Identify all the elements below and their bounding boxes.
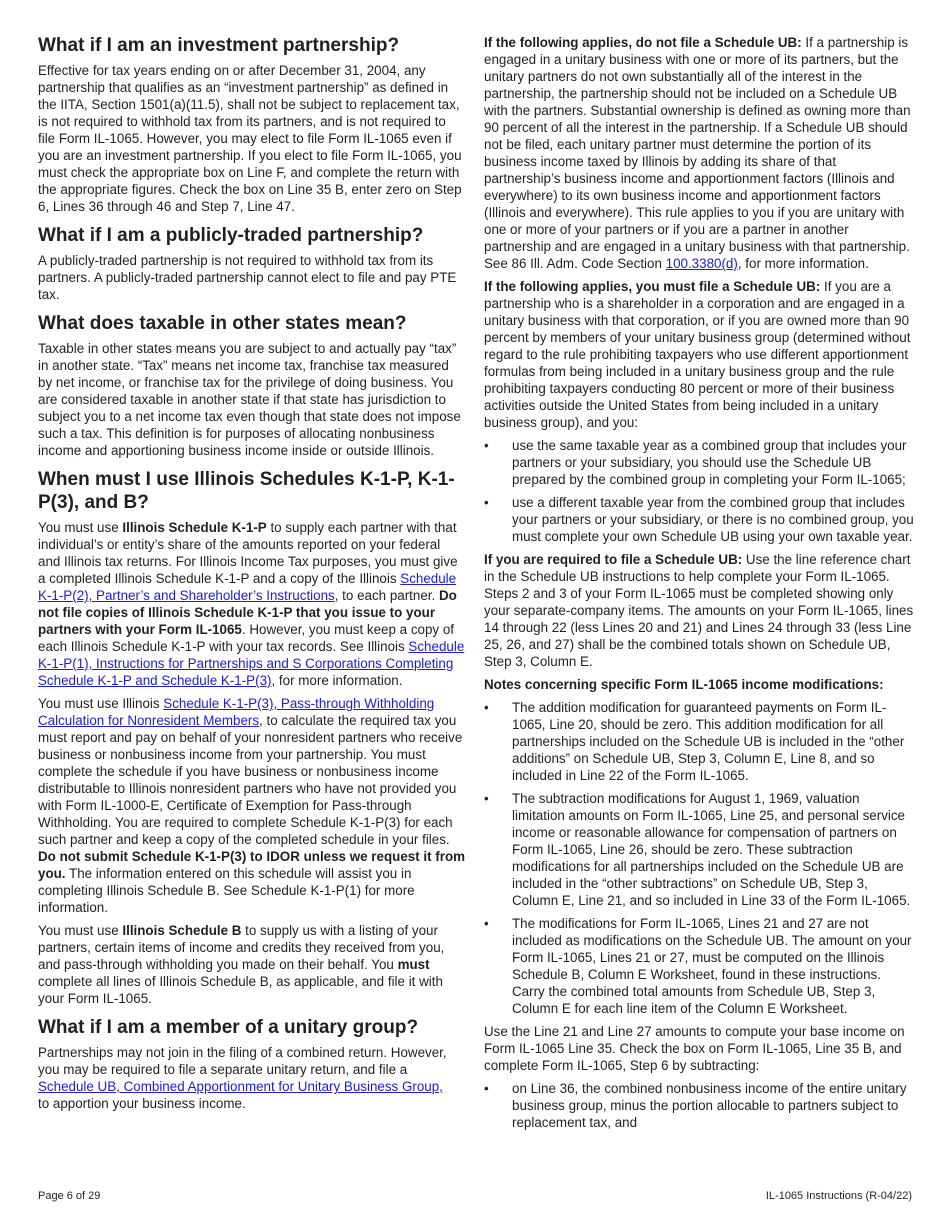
list-item-text: use a different taxable year from the combined group that includes your partners or your subsidiary, or there is no combined group, you must complete your own Schedule UB using your own taxable year. (512, 495, 914, 544)
list-item-text: on Line 36, the combined nonbusiness income of the entire unitary business group, minus the portion allocable to partners subject to replacement tax, and (512, 1081, 907, 1130)
text-run: to apportion your business income. (38, 1096, 246, 1111)
subtracting-bullets (484, 1080, 914, 1131)
list-item-text: use the same taxable year as a combined group that includes your partners or your subsidiary, you should use the Schedule UB prepared by the combined group in completing your Form IL-1065; (512, 438, 907, 487)
line-21-27-paragraph: Use the Line 21 and Line 27 amounts to compute your base income on Form IL-1065 Line 35. Check the box on Form IL-1065, Line 35 B, and complete Form IL-1065, Step 6 by subtracting: (484, 1024, 905, 1073)
schedule-k1p1-link[interactable]: Schedule K-1-P(1), Instructions for Partnerships and S Corporations Completing Schedule K-1-P and Schedule K-1-P(3) (38, 639, 465, 688)
page-number: Page 6 of 29 (38, 1190, 101, 1202)
schedules-section (38, 468, 466, 1007)
must-file-bullets (484, 437, 914, 545)
investment-section (38, 34, 466, 215)
text-run: to supply us with a listing of your partners, certain items of income and credits they received from you, and pass-through withholding you made on their behalf. You (38, 923, 445, 972)
bold-run: If the following applies, you must file a Schedule UB: (484, 279, 821, 294)
text-run: Partnerships may not join in the filing of a combined return. However, you may be required to file a separate unitary return, and file a (38, 1045, 447, 1077)
publicly-traded-heading: What if I am a publicly-traded partnership? (38, 225, 424, 246)
bold-run: If the following applies, do not file a Schedule UB: (484, 35, 802, 50)
schedules-heading: When must I use Illinois Schedules K-1-P, K-1-P(3), and B? (38, 469, 455, 513)
left-column (38, 34, 466, 1121)
text-run: You must use Illinois (38, 696, 164, 711)
text-run: If a partnership is engaged in a unitary business with one or more of its partners, but the unitary partners do not own substantially all of the interest in the partnership, the partnership should not be included on a Schedule UB with the partners. Substantial ownership is defined as owning more than 90 percent of all the interest in the partnership. If a Schedule UB should not be filed, each unitary partner must determine the portion of its business income taxed by Illinois by adding its share of that partnership’s business income and apportionment factors (Illinois and everywhere) to its own business income and apportionment factors (Illinois and everywhere). This rule applies to you if you are unitary with one or more of your partners or if you are a partner in another partnership and are engaged in a unitary business with that partnership. See 86 Ill. Adm. Code Section (484, 35, 911, 271)
text-run: . However, you must keep a copy of each Illinois Schedule K-1-P with your tax records. See Illinois (38, 622, 455, 654)
text-run: You must use (38, 520, 123, 535)
bold-run: Do not file copies of Illinois Schedule K-1-P that you issue to your partners with your Form IL-1065 (38, 588, 457, 637)
investment-body: Effective for tax years ending on or after December 31, 2004, any partnership that qualifies as an “investment partnership” as defined in the IITA, Section 1501(a)(11.5), shall not be subject to replacement tax, is not required to withhold tax from its partners, and is not required to file Form IL-1065. However, you may elect to file Form IL-1065 even if you are an investment partnership. If you elect to file Form IL-1065, you must check the appropriate box on Line F, and complete the return with the appropriate figures. Check the box on Line 35 B, enter zero on Step 6, Lines 36 through 46 and Step 7, Line 47. (38, 63, 462, 214)
schedule-k1p2-link[interactable]: Schedule K-1-P(2), Partner’s and Shareholder’s Instructions (38, 571, 457, 603)
text-run: The information entered on this schedule will assist you in completing Illinois Schedule B. See Schedule K-1-P(1) for more information. (38, 866, 415, 915)
text-run: , for more information. (737, 256, 869, 271)
schedules-paragraph-1 (38, 519, 466, 689)
form-identifier: IL-1065 Instructions (R-04/22) (765, 1190, 912, 1202)
list-item-text: The modifications for Form IL-1065, Lines 21 and 27 are not included as modifications on the Schedule UB. The amount on your Form IL-1065, Lines 21 or 27, must be computed on the Illinois Schedule B, Column E Worksheet, found in these instructions. Carry the combined total amounts from Schedule UB, Step 3, Column E for each line item of the Column E Worksheet. (512, 916, 912, 1016)
bold-run: Do not submit Schedule K-1-P(3) to IDOR unless we request it from you. (38, 849, 466, 881)
bold-run: If you are required to file a Schedule UB: (484, 552, 743, 567)
bullet-icon: • (484, 791, 489, 806)
required-to-file-paragraph (484, 551, 914, 670)
list-item (484, 437, 914, 488)
list-item (484, 915, 914, 1017)
bold-run: must (397, 957, 430, 972)
taxable-section (38, 312, 466, 459)
text-run: complete all lines of Illinois Schedule B, as applicable, and file it with your Form IL-1065. (38, 974, 443, 1006)
bold-run: Illinois Schedule B (122, 923, 242, 938)
publicly-traded-body: A publicly-traded partnership is not required to withhold tax from its partners. A publicly-traded partnership cannot elect to file and pay PTE tax. (38, 253, 457, 302)
bullet-icon: • (484, 495, 489, 510)
list-item (484, 790, 914, 909)
text-run: You must use (38, 923, 123, 938)
bold-run: Illinois Schedule K-1-P (122, 520, 267, 535)
adm-code-link[interactable]: 100.3380(d) (665, 256, 738, 271)
list-item (484, 699, 914, 784)
unitary-section (38, 1016, 466, 1112)
schedule-k1p3-link[interactable]: Schedule K-1-P(3), Pass-through Withholding Calculation for Nonresident Members (38, 696, 435, 728)
bold-run: Notes concerning specific Form IL-1065 income modifications: (484, 677, 884, 692)
taxable-body: Taxable in other states means you are subject to and actually pay “tax” in another state. “Tax” means net income tax, franchise tax measured by net income, or franchise tax for the privilege of doing business. You are considered taxable in another state if that state has jurisdiction to subject you to a net income tax even though that state does not impose such a tax. This definition is for purposes of allocating nonbusiness income and apportioning business income inside or outside Illinois. (38, 341, 461, 458)
bullet-icon: • (484, 700, 489, 715)
list-item-text: The addition modification for guaranteed payments on Form IL-1065, Line 20, should be zero. This addition modification for all partnerships included on the Schedule UB is included in the “other additions” on Schedule UB, Step 3, Column E, Line 8, and so included in Line 22 of the Form IL-1065. (512, 700, 905, 783)
investment-heading: What if I am an investment partnership? (38, 35, 400, 56)
list-item (484, 1080, 914, 1131)
schedules-paragraph-3 (38, 922, 466, 1007)
do-not-file-paragraph (484, 34, 914, 272)
bullet-icon: • (484, 438, 489, 453)
must-file-paragraph (484, 278, 914, 431)
list-item (484, 494, 914, 545)
taxable-heading: What does taxable in other states mean? (38, 313, 407, 334)
notes-bullets (484, 699, 914, 1017)
unitary-body (38, 1044, 466, 1112)
schedules-paragraph-2 (38, 695, 466, 916)
publicly-traded-section (38, 224, 466, 303)
bullet-icon: • (484, 1081, 489, 1096)
unitary-heading: What if I am a member of a unitary group? (38, 1017, 419, 1038)
right-column (484, 34, 914, 1137)
text-run: to supply each partner with that individual’s or entity’s share of the amounts reported on your federal and Illinois tax returns. For Illinois Income Tax purposes, you must give a completed Illinois Schedule K-1-P and a copy of the Illinois (38, 520, 458, 586)
text-run: , to calculate the required tax you must report and pay on behalf of your nonresident partners who receive business or nonbusiness income from your partnership. You must complete the schedule if you have business or nonbusiness income distributable to Illinois nonresident partners who have not provided you with Form IL-1000-E, Certificate of Exemption for Pass-through Withholding. You are required to complete Schedule K-1-P(3) for each such partner and keep a copy of the completed schedule in your files. (38, 713, 463, 847)
text-run: , to each partner. (334, 588, 439, 603)
bullet-icon: • (484, 916, 489, 931)
schedule-ub-link[interactable]: Schedule UB, Combined Apportionment for Unitary Business Group, (38, 1079, 443, 1094)
text-run: Use the line reference chart in the Schedule UB instructions to help complete your Form IL-1065. Steps 2 and 3 of your Form IL-1065 must be completed showing only your separate-company items. The amounts on your Form IL-1065, lines 14 through 22 (less Lines 20 and 21) and Lines 24 through 33 (less Line 25, 26, and 27) shall be the combined totals shown on Schedule UB, Step 3, Column E. (484, 552, 914, 669)
list-item-text: The subtraction modifications for August 1, 1969, valuation limitation amounts on Form IL-1065, Line 25, and personal service income or reasonable allowance for compensation of partners on Form IL-1065, Line 26, should be zero. These subtraction modifications for all partnerships included on the Schedule UB are included in the “other subtractions” on Schedule UB, Step 3, Column E, Line 21, and so included in Line 33 of the Form IL-1065. (512, 791, 911, 908)
text-run: , for more information. (271, 673, 403, 688)
text-run: If you are a partnership who is a shareholder in a corporation and are engaged in a unitary business with that corporation, or if you are owned more than 90 percent by members of your unitary business group (determined without regard to the rule prohibiting taxpayers who use different apportionment formulas from being included in a unitary business group and the rule prohibiting taxpayers conducting 80 percent or more of their business activities outside the United States from being included in a unitary business group), and you: (484, 279, 911, 430)
notes-heading (484, 676, 914, 693)
